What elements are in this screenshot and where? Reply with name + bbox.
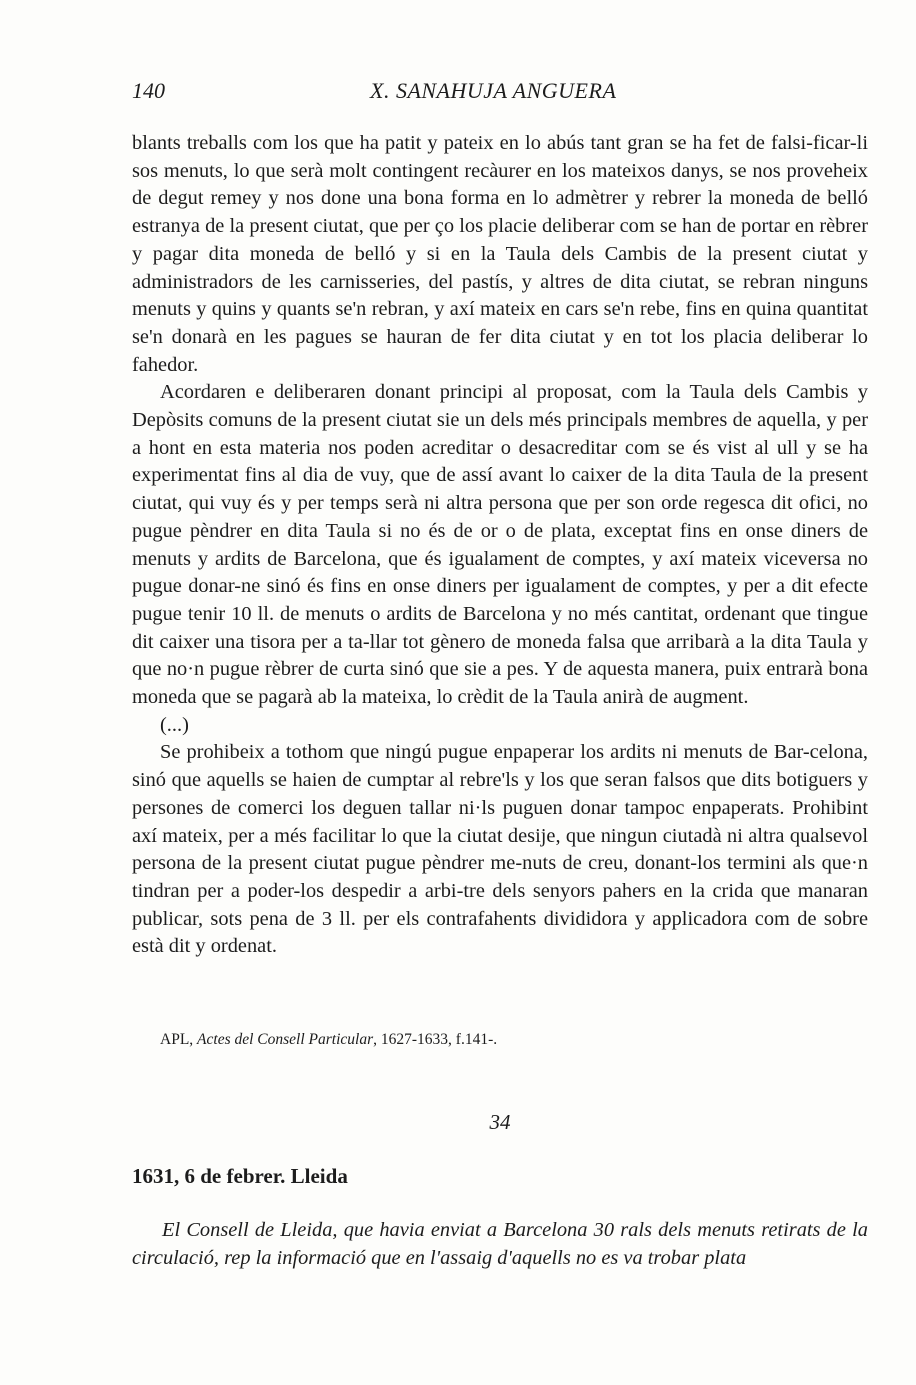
document-heading: 1631, 6 de febrer. Lleida — [132, 1164, 348, 1188]
running-title: X. SANAHUJA ANGUERA — [370, 78, 617, 103]
body-text — [132, 130, 868, 961]
document-abstract — [132, 1216, 868, 1272]
document-number: 34 — [489, 1110, 511, 1134]
paragraph-agreement: Acordaren e deliberaren donant principi al proposat, com la Taula dels Cambis y Depòsits comuns de la present ciutat sie un dels més principals membres de aquella, y per a hont en esta materia nos poden acreditar o desacreditar com se és vist al ull y se ha experimentat fins al dia de vuy, que de assí avant lo caixer de la dita Taula de la present ciutat, qui vuy és y per temps serà ni altra persona que per son orde regesca dit ofici, no pugue pèndrer en dita Taula si no és de or o de plata, exceptat fins en onse diners de menuts y ardits de Barcelona, que és igualament de comptes, y axí mateix viceversa no pugue donar-ne sinó és fins en onse diners per igualament de comptes, y per a dit efecte pugue tenir 10 ll. de menuts o ardits de Barcelona y no més cantitat, ordenant que tingue dit caixer una tisora per a ta-llar tot gènero de moneda falsa que arribarà a la dita Taula y que no·n pugue rèbrer de curta sinó que sie a pes. Y de aquesta manera, puix entrarà bona moneda que se pagarà ab la mateixa, lo crèdit de la Taula anirà de augment. — [132, 381, 868, 709]
paragraph-ellipsis: (...) — [160, 713, 189, 736]
page-number: 140 — [132, 78, 165, 103]
source-prefix: APL, — [160, 1031, 198, 1048]
paragraph-prohibition: Se prohibeix a tothom que ningú pugue enpaperar los ardits ni menuts de Bar-celona, sinó que aquells se haien de cumptar al rebre'ls y los que seran falsos que dits botiguers y persones de comerci los deguen tallar ni·ls puguen donar tampoc enpaperats. Prohibint axí mateix, per a més facilitar lo que la ciutat desije, que ningun ciutadà ni altra qualsevol persona de la present ciutat pugue pèndrer me-nuts de creu, donant-los termini als que·n tindran per a poder-los despedir a arbi-tre dels senyors pahers en la crida que manaran publicar, sots pena de 3 ll. per els contrafahents divididora y applicadora com de sobre està dit y ordenat. — [132, 741, 868, 958]
source-suffix: , 1627-1633, f.141-. — [373, 1031, 498, 1048]
abstract-text: El Consell de Lleida, que havia enviat a Barcelona 30 rals dels menuts retirats de la circulació, rep la informació que en l'assaig d'aquells no es va trobar plata — [132, 1219, 868, 1269]
source-title: Actes del Consell Particular — [197, 1031, 374, 1048]
source-citation — [160, 1030, 497, 1050]
paragraph-continuation: blants treballs com los que ha patit y pateix en lo abús tant gran se ha fet de falsi-ficar-li sos menuts, lo que serà molt contingent recàurer en los mateixos danys, se nos proveheix de degut remey y nos done una bona forma en lo admètrer y rebrer la moneda de belló estranya de la present ciutat, que per ço los placie deliberar com se han de portar en rèbrer y pagar dita moneda de belló y si en la Taula dels Cambis de la present ciutat y administradors de les carnisseries, del pastís, y altres de dita ciutat, se rebran ninguns menuts y quins y quants se'n rebran, y axí mateix en cars se'n rebe, fins en quina quantitat se'n donarà en les pagues se hauran de fer dita ciutat y en tot los placia deliberar lo fahedor. — [132, 132, 868, 376]
running-head — [132, 78, 868, 108]
